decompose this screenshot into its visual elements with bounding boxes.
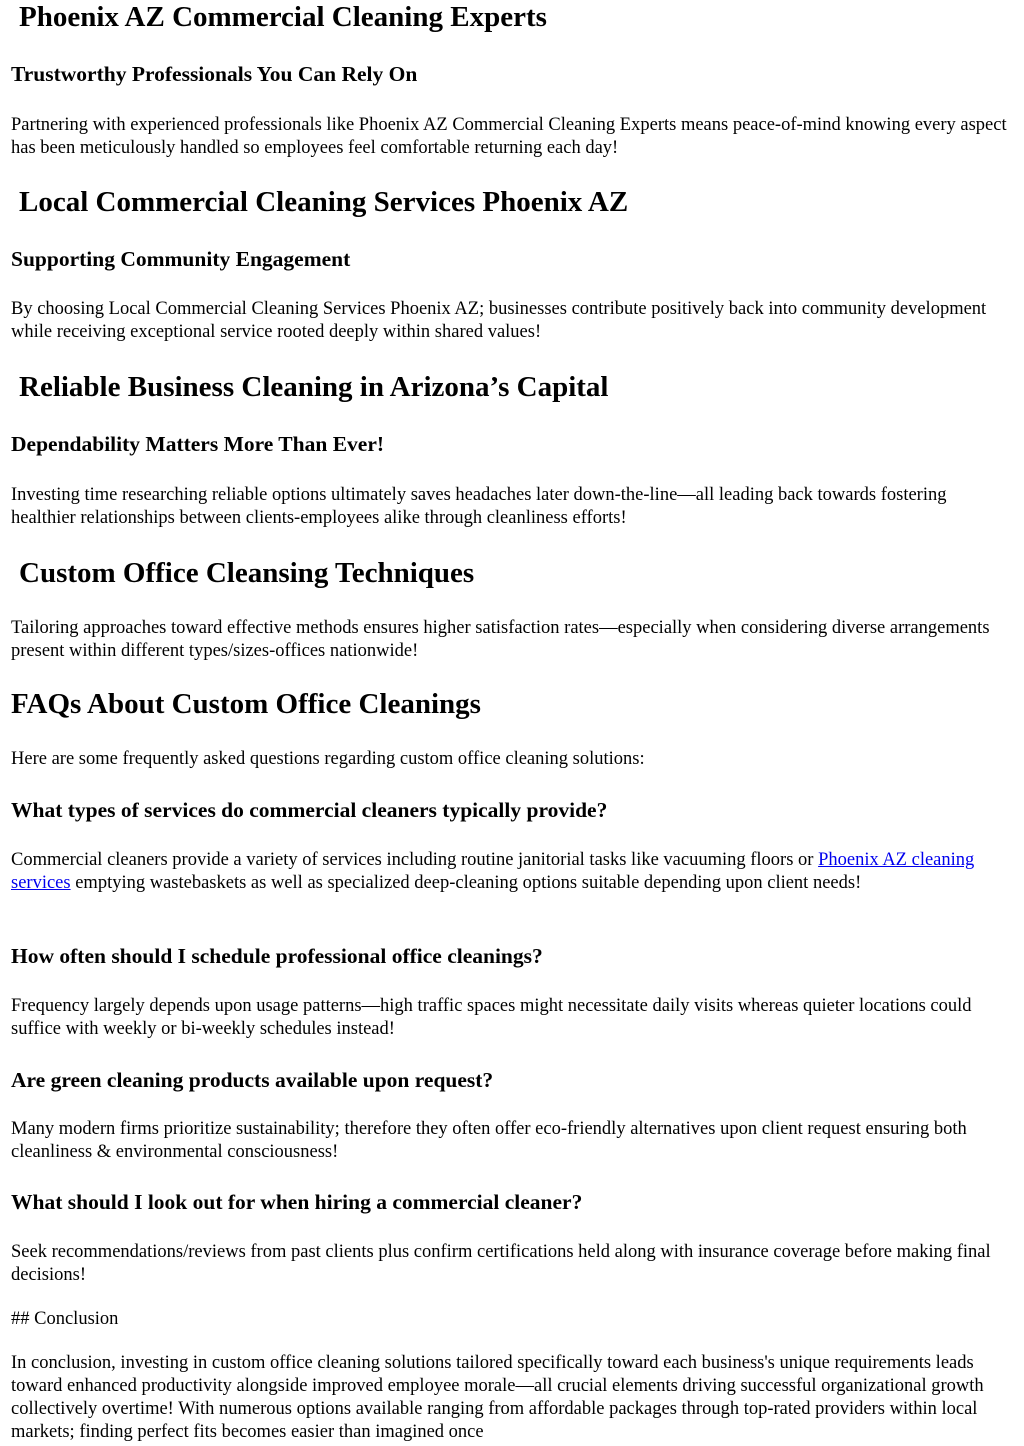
faq-answer xyxy=(11,849,1013,895)
faq-title: FAQs About Custom Office Cleanings xyxy=(11,688,481,720)
phoenix-cleaning-services-link[interactable]: Phoenix AZ cleaning services xyxy=(11,850,975,893)
section-title: Phoenix AZ Commercial Cleaning Experts xyxy=(19,1,547,33)
section-title: Local Commercial Cleaning Services Phoenix AZ xyxy=(19,186,629,218)
faq-question: What should I look out for when hiring a commercial cleaner? xyxy=(11,1190,583,1214)
section-body: By choosing Local Commercial Cleaning Services Phoenix AZ; businesses contribute positively back into community development while receiving exceptional service rooted deeply within shared values! xyxy=(11,299,987,342)
section-subtitle: Supporting Community Engagement xyxy=(11,247,351,271)
faq-question: What types of services do commercial cleaners typically provide? xyxy=(11,798,608,822)
conclusion-body: In conclusion, investing in custom office cleaning solutions tailored specifically toward each business's unique requirements leads toward enhanced productivity alongside improved employee morale—all crucial elements driving successful organizational growth collectively overtime! With numerous options available ranging from affordable packages through top-rated providers within local markets; finding perfect fits becomes easier than imagined once xyxy=(11,1353,984,1442)
section-title: Reliable Business Cleaning in Arizona’s Capital xyxy=(19,371,609,403)
faq-question: Are green cleaning products available upon request? xyxy=(11,1068,494,1092)
section-body: Partnering with experienced professionals like Phoenix AZ Commercial Cleaning Experts means peace-of-mind knowing every aspect has been meticulously handled so employees feel comfortable returning each day! xyxy=(11,115,1007,158)
conclusion-heading: ## Conclusion xyxy=(11,1309,119,1329)
section-body: Tailoring approaches toward effective methods ensures higher satisfaction rates—especially when considering diverse arrangements present within different types/sizes-offices nationwide! xyxy=(11,618,990,661)
faq-intro: Here are some frequently asked questions regarding custom office cleaning solutions: xyxy=(11,749,645,769)
faq-answer: Many modern firms prioritize sustainability; therefore they often offer eco-friendly alternatives upon client request ensuring both cleanliness & environmental consciousness! xyxy=(11,1119,967,1162)
faq-answer-text: emptying wastebaskets as well as specialized deep-cleaning options suitable depending upon client needs! xyxy=(70,873,862,893)
section-subtitle: Trustworthy Professionals You Can Rely On xyxy=(11,62,418,86)
section-subtitle: Dependability Matters More Than Ever! xyxy=(11,432,385,456)
faq-answer-text: Commercial cleaners provide a variety of services including routine janitorial tasks like vacuuming floors or xyxy=(11,850,819,870)
faq-question: How often should I schedule professional office cleanings? xyxy=(11,944,543,968)
faq-answer: Frequency largely depends upon usage patterns—high traffic spaces might necessitate daily visits whereas quieter locations could suffice with weekly or bi-weekly schedules instead! xyxy=(11,996,972,1039)
section-title: Custom Office Cleansing Techniques xyxy=(19,557,475,589)
section-body: Investing time researching reliable options ultimately saves headaches later down-the-line—all leading back towards fostering healthier relationships between clients-employees alike through cleanliness efforts! xyxy=(11,485,947,528)
faq-answer: Seek recommendations/reviews from past clients plus confirm certifications held along with insurance coverage before making final decisions! xyxy=(11,1242,991,1285)
